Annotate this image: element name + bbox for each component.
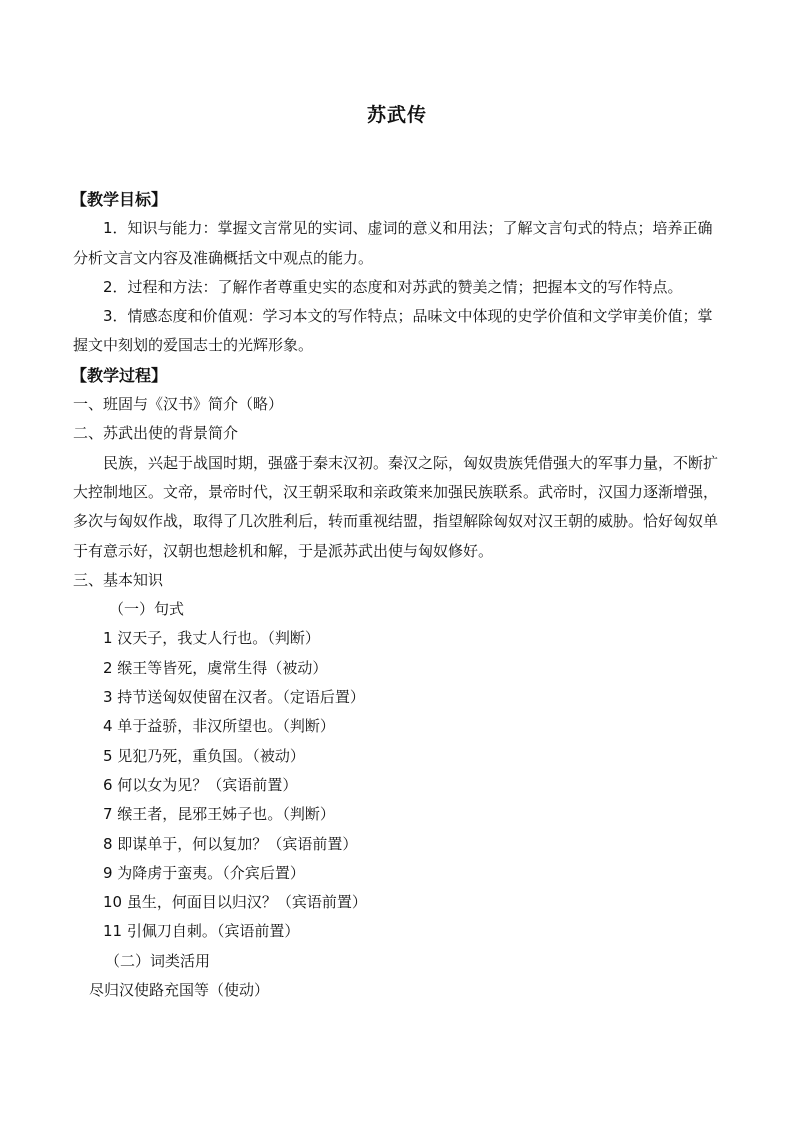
objective-item: 2．过程和方法：了解作者尊重史实的态度和对苏武的赞美之情；把握本文的写作特点。 [103,277,683,296]
objectives-heading: 【教学目标】 [71,190,168,209]
list-item: 11 引佩刀自刺。（宾语前置） [103,922,300,941]
objective-item: 1．知识与能力：掌握文言常见的实词、虚词的意义和用法；了解文言句式的特点；培养正确分析文言文内容及准确概括文中观点的能力。 [73,219,713,267]
section-heading: 三、基本知识 [73,570,164,589]
list-item: 4 单于益骄，非汉所望也。（判断） [103,717,335,736]
document-body [73,185,723,1005]
background-paragraph: 民族，兴起于战国时期，强盛于秦末汉初。秦汉之际，匈奴贵族凭借强大的军事力量，不断扩大控制地区。文帝，景帝时代，汉王朝采取和亲政策来加强民族联系。武帝时，汉国力逐渐增强，多次与匈奴作战，取得了几次胜利后，转而重视结盟，指望解除匈奴对汉王朝的威胁。恰好匈奴单于有意示好，汉朝也想趁机和解，于是派苏武出使与匈奴修好。 [73,453,719,560]
word-usage-example: 尽归汉使路充国等（使动） [89,981,270,1000]
list-item: 9 为降虏于蛮夷。（介宾后置） [103,863,305,882]
process-heading: 【教学过程】 [71,365,168,385]
sentence-pattern-heading: （一）句式 [109,600,185,619]
list-item: 8 即谋单于，何以复加？（宾语前置） [103,834,358,853]
list-item: 2 缑王等皆死，虞常生得（被动） [103,658,328,677]
list-item: 5 见犯乃死，重负国。（被动） [103,746,305,765]
list-item: 7 缑王者，昆邪王姊子也。（判断） [103,805,335,824]
list-item: 1 汉天子，我丈人行也。（判断） [103,629,320,648]
list-item: 6 何以女为见？（宾语前置） [103,775,298,794]
objective-item: 3．情感态度和价值观：学习本文的写作特点；品味文中体现的史学价值和文学审美价值；掌握文中刻划的爱国志士的光辉形象。 [73,307,713,355]
section-heading: 一、班固与《汉书》简介（略） [73,395,284,414]
section-heading: 二、苏武出使的背景简介 [73,424,239,443]
list-item: 3 持节送匈奴使留在汉者。（定语后置） [103,688,365,707]
list-item: 10 虽生，何面目以归汉？（宾语前置） [103,893,367,912]
page-title: 苏武传 [366,104,427,126]
word-usage-heading: （二）词类活用 [105,951,211,970]
